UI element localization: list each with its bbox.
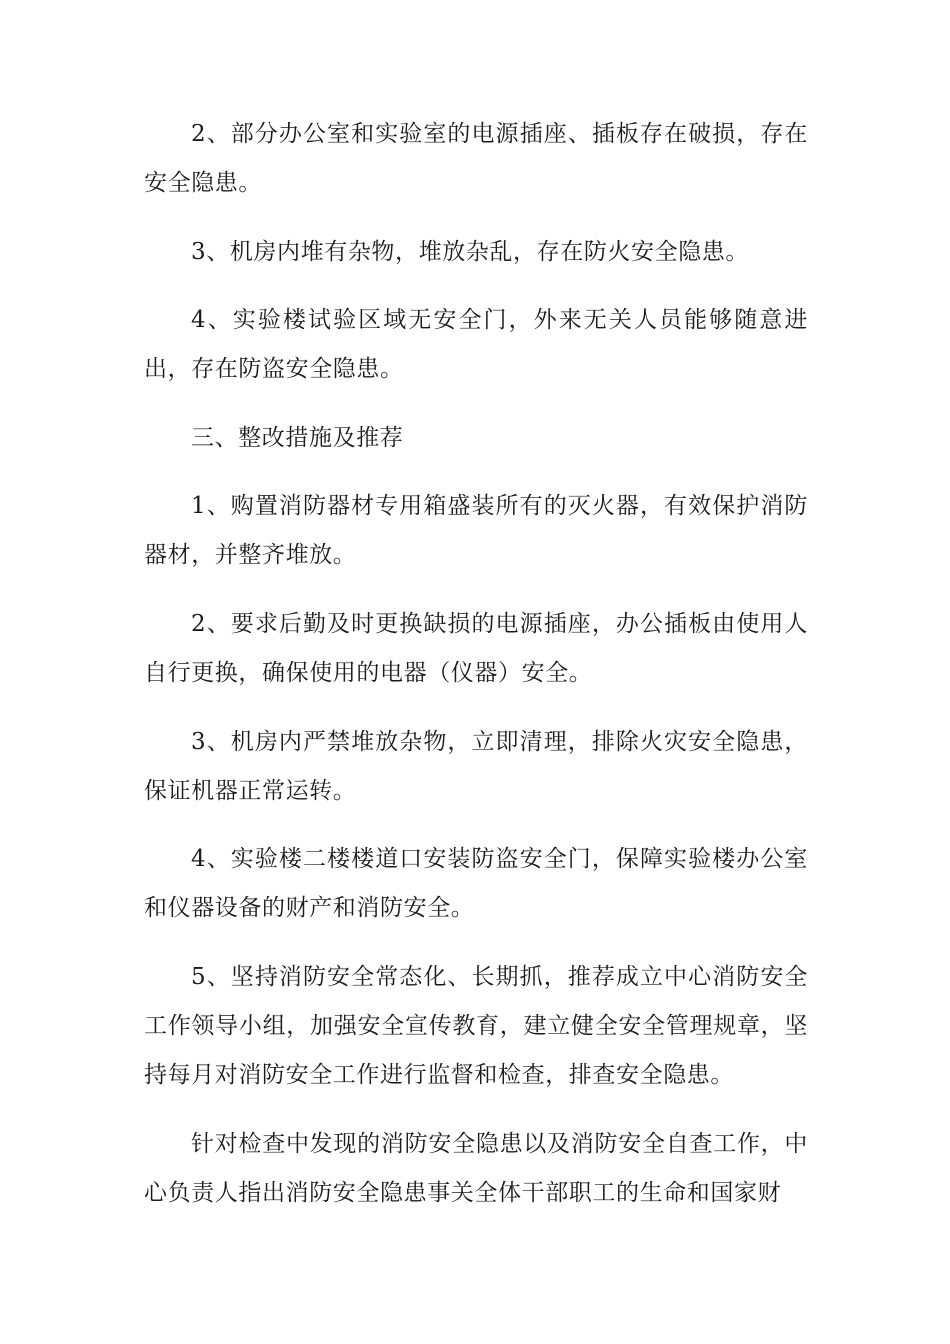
paragraph-finding-2: 2、部分办公室和实验室的电源插座、插板存在破损，存在安全隐患。 <box>144 121 808 196</box>
paragraph-summary: 针对检查中发现的消防安全隐患以及消防安全自查工作，中心负责人指出消防安全隐患事关全体干部职工的生命和国家财 <box>144 1131 808 1206</box>
paragraph-finding-3: 3、机房内堆有杂物，堆放杂乱，存在防火安全隐患。 <box>191 239 750 265</box>
paragraph-measure-2: 2、要求后勤及时更换缺损的电源插座，办公插板由使用人自行更换，确保使用的电器（仪器）安全。 <box>144 611 808 686</box>
paragraph-measure-4: 4、实验楼二楼楼道口安装防盗安全门，保障实验楼办公室和仪器设备的财产和消防安全。 <box>144 846 808 921</box>
paragraph-finding-4: 4、实验楼试验区域无安全门，外来无关人员能够随意进出，存在防盗安全隐患。 <box>144 307 808 382</box>
paragraph-measure-1: 1、购置消防器材专用箱盛装所有的灭火器，有效保护消防器材，并整齐堆放。 <box>144 493 808 568</box>
section-heading-rectification: 三、整改措施及推荐 <box>191 425 404 451</box>
paragraph-measure-3: 3、机房内严禁堆放杂物，立即清理，排除火灾安全隐患，保证机器正常运转。 <box>144 729 808 804</box>
paragraph-measure-5: 5、坚持消防安全常态化、长期抓，推荐成立中心消防安全工作领导小组，加强安全宣传教育，建立健全安全管理规章，坚持每月对消防安全工作进行监督和检查，排查安全隐患。 <box>144 964 808 1088</box>
